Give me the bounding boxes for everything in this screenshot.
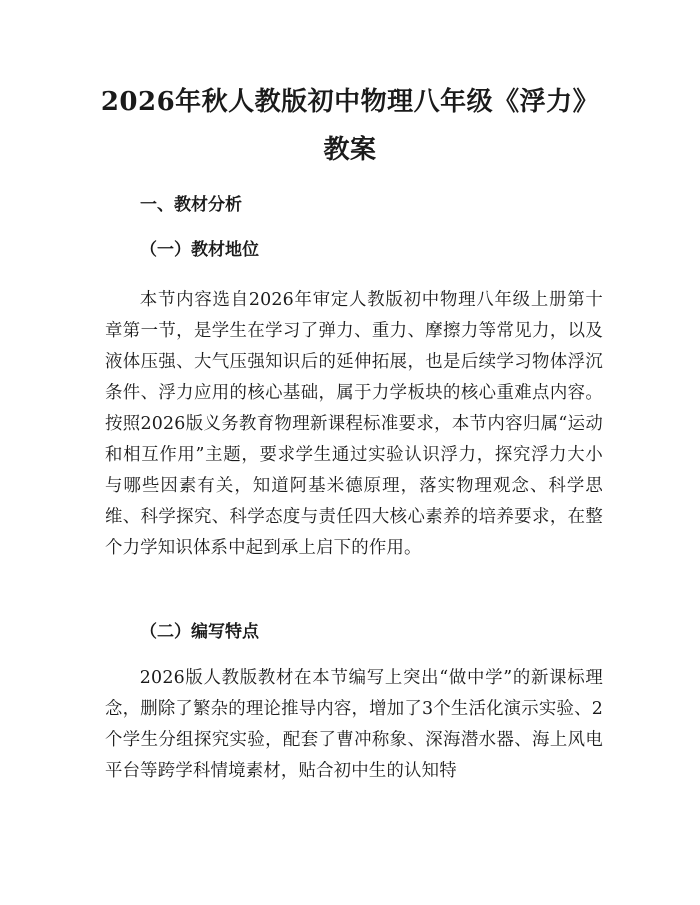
subsection-heading-writing-features: （二）编写特点 [140, 622, 259, 642]
document-title: 2026年秋人教版初中物理八年级《浮力》教案 [100, 87, 600, 165]
subsection-heading-textbook-position: （一）教材地位 [140, 240, 259, 260]
section-heading-textbook-analysis: 一、教材分析 [140, 195, 242, 215]
paragraph-textbook-position: 本节内容选自2026年审定人教版初中物理八年级上册第十章第一节，是学生在学习了弹力、重力、摩擦力等常见力，以及液体压强、大气压强知识后的延伸拓展，也是后续学习物体浮沉条件、浮力应用的核心基础，属于力学板块的核心重难点内容。按照2026版义务教育物理新课程标准要求，本节内容归属“运动和相互作用”主题，要求学生通过实验认识浮力，探究浮力大小与哪些因素有关，知道阿基米德原理，落实物理观念、科学思维、科学探究、科学态度与责任四大核心素养的培养要求，在整个力学知识体系中起到承上启下的作用。 [105, 290, 603, 558]
paragraph-writing-features: 2026版人教版教材在本节编写上突出“做中学”的新课标理念，删除了繁杂的理论推导内容，增加了3个生活化演示实验、2个学生分组探究实验，配套了曹冲称象、深海潜水器、海上风电平台等跨学科情境素材，贴合初中生的认知特 [105, 668, 603, 781]
